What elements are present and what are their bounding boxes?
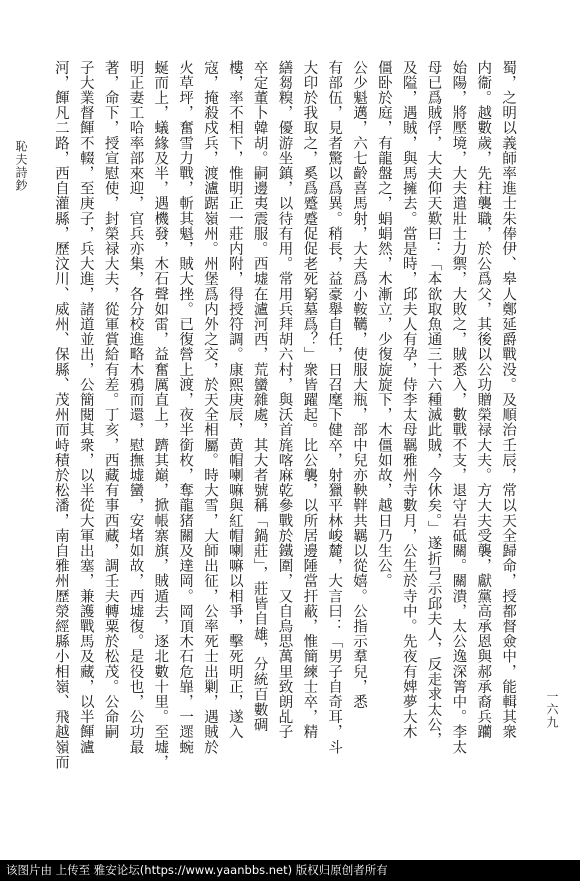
text-column: 僵卧於庭，有龍盤之，蜎蜎然，木漸立，少復旋旋下，木僵如故，越日乃生公。 (375, 60, 392, 589)
text-body (48, 60, 520, 820)
text-column: 火草坪，奮雪力戰，斬其魁，賊大挫。已復營上渡，夜半銜枚，奪龍猪關及達岡。岡頂木石危㠑，一遝蜿 (177, 60, 194, 755)
text-column: 樓，率不相下，惟明正一莊内附，得授符調。康熙庚辰，黄帽喇嘛與紅帽喇嘛以相爭，擊死明正，遂入 (226, 60, 243, 740)
text-column: 著，命下，授宣慰使，封榮禄大夫，從軍賞給有差。丁亥，西藏有事西藏，調壬夫轉粟於松茂。公命嗣 (102, 60, 119, 740)
text-column: 大印於我取之，奚爲蹙蹙促促老死窮墓爲？」衆皆躍起。比公襲，以所居邊陲當扞蔽，惟簡練士卒，精 (301, 60, 318, 740)
text-column: 及隘，遇賊，與馬擁去。當是時，邱夫人有孕，侍李太母羈雅州寺數月，公生於寺中。先夜有婢夢大木 (400, 60, 417, 740)
page-number: 一六九 (545, 690, 559, 729)
text-column: 有部伍，見者驚以爲異。稍長，益豪舉自任，日召麾下健卒，射獵平林峻麓，大言曰：「男子自奇耳，斗 (326, 60, 343, 755)
text-column: 内衞。越數歲，先柱襲職，於公爲父，其後以公功贈榮禄大夫。方大夫受襲，獻黨高承恩與郝承裔兵躪 (475, 60, 492, 740)
text-column: 河，餫凡二路，西自灌縣，歷汶川、威州、保縣、茂州而峙積於松潘，南自雅州歷滎經縣小相嶺、飛越嶺而 (52, 60, 69, 770)
text-column: 公少魁邁，六七齡喜馬射，大夫爲小鞍韉，使服大瓶，部中兒亦鞅靽共羈以從嬉。公指示羣兒，悉 (351, 60, 368, 710)
text-column: 子大業督餫不輟，至庚子，兵大進，諸道並出，公簡閱其衆，以半從大軍出塞，兼護戰馬及藏，以半餫瀘 (77, 60, 94, 755)
text-column: 始陽，將壓境，大夫遣壯士力禦，大敗之，賊悉入，數戰不支，退守岩砥關。關潰，太公逸深箐中。李太 (450, 60, 467, 755)
text-column: 明正妻工哈率部來迎，官兵亦集，各分校進略木鴉而還，慰撫墟蠻，安堵如故，西墟復。是役也，公功最 (127, 60, 144, 755)
text-column: 卒定董卜韓胡。嗣邊夷震服。西墟在瀘河西，荒蠻雜處，其大者號稱「鍋莊」，莊皆自雄，分統百數碉 (251, 60, 268, 733)
text-column: 蜀，之明以義師率進士朱俸伊、皋人鄭延爵戰没。及順治壬辰，常以天全歸命，授都督僉中，能輯其衆 (500, 60, 517, 740)
text-column: 蜒而上，蟻緣及半，遇機發，木石聲如雷，益奮厲直上，躋其巔，掀帳寨旗，賊遁去，逐北數十里。至墟， (152, 60, 169, 770)
running-title: 恥夫詩鈔 (14, 140, 28, 192)
watermark-footer: 该图片由 上传至 雅安论坛(https://www.yaanbbs.net) 版权归原创者所有 (0, 860, 580, 881)
text-column: 繕芻糗，優游坐鎮，以待有用。常用兵拜胡六村，與沃首旄喀麻乾參戰於鐵圍，又自烏思萬里致朗乩子 (276, 60, 293, 740)
text-column: 母已爲賊俘，大夫仰天歎曰：「本欲取魚通三十六種滅此賊，今休矣。」遂折弓示邱夫人，反走求太公， (425, 60, 442, 748)
text-column: 寇，掩殺戍兵，渡瀘踞嶺州。州堡爲内外之交，於天全相屬。時大雪，大師出征，公率死士出剿，遇賊於 (201, 60, 218, 755)
